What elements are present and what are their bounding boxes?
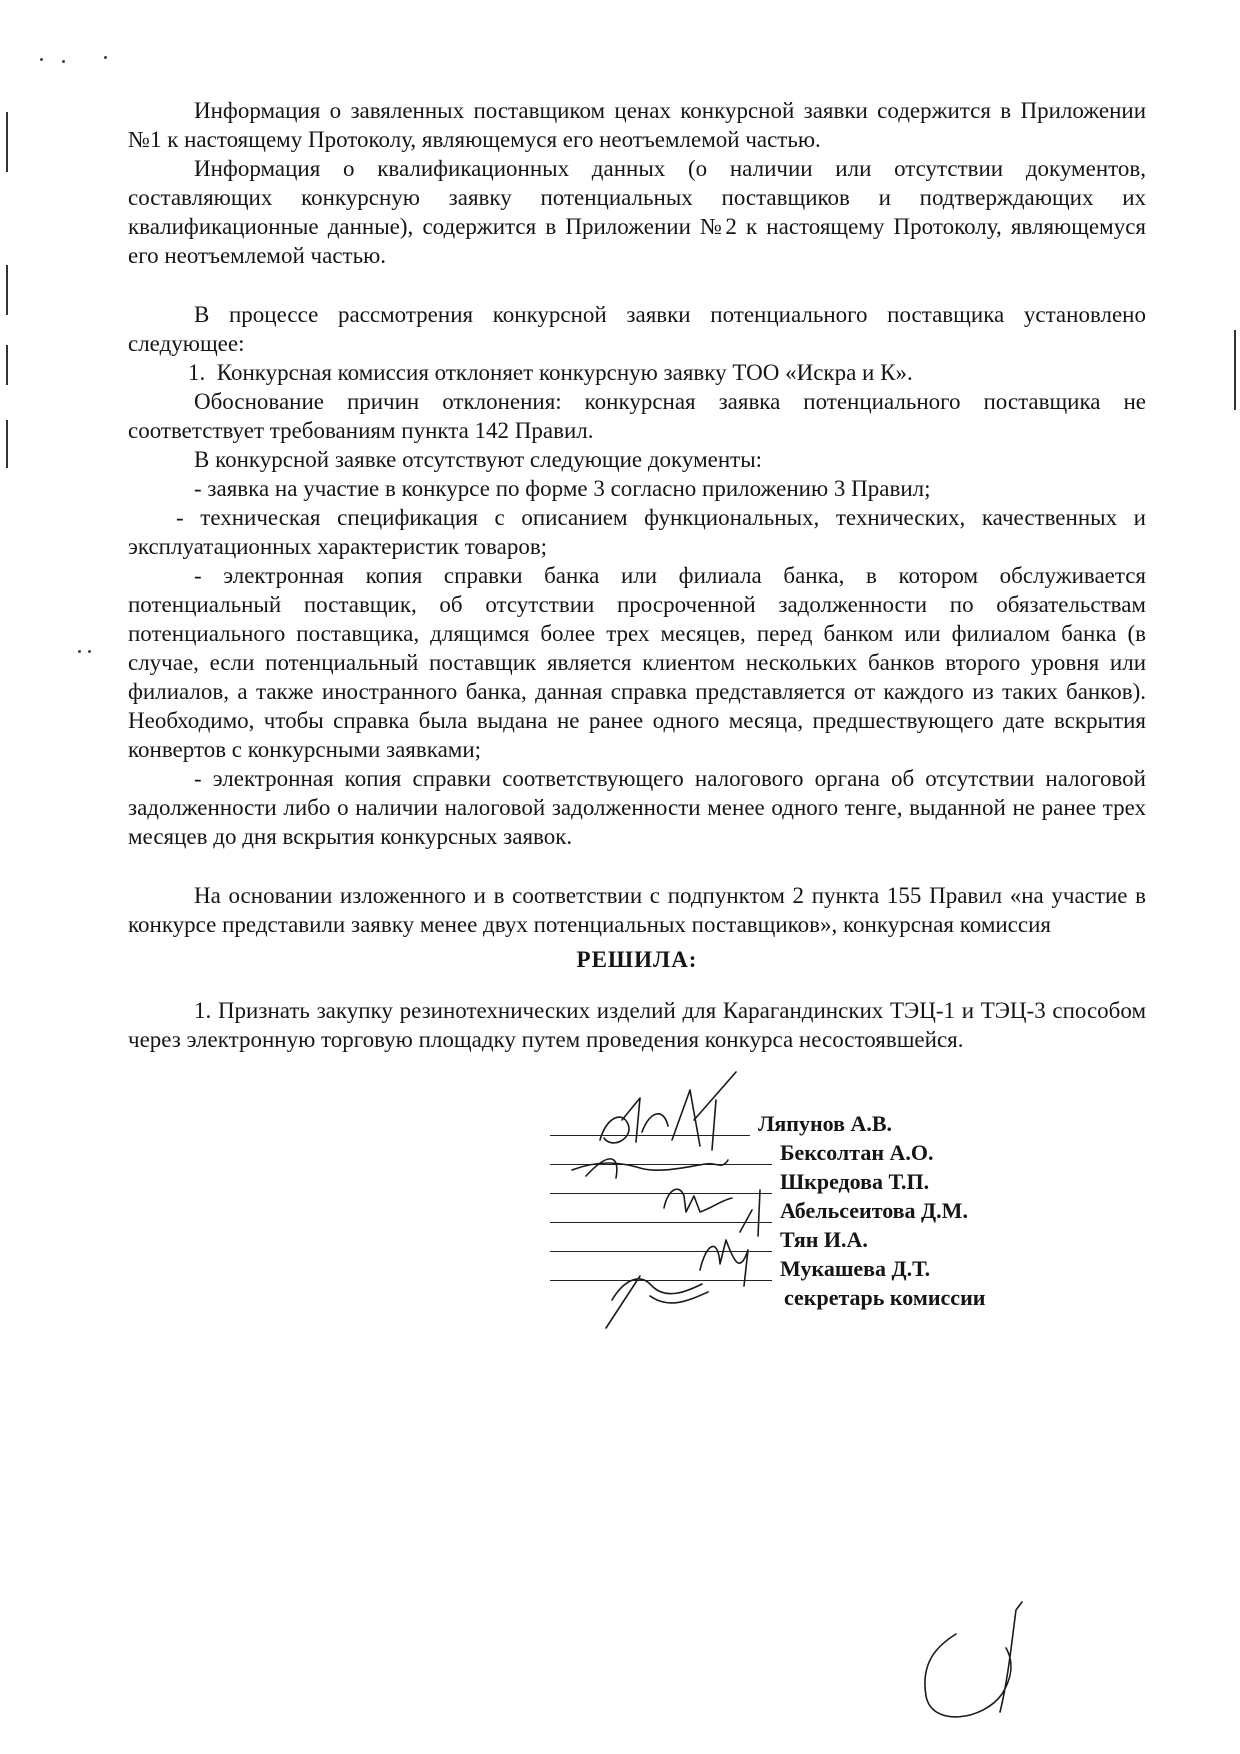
scan-speck: [88, 650, 91, 653]
signatory-name: Мукашева Д.Т.: [780, 1256, 931, 1281]
signatory-name: Абельсеитова Д.М.: [780, 1198, 968, 1223]
margin-mark: [6, 345, 8, 385]
decision-item: 1. Признать закупку резинотехнических изделий для Карагандинских ТЭЦ-1 и ТЭЦ-3 способом через электронную торговую площадку путем проведения конкурса несостоявшейся.: [128, 998, 1146, 1052]
scan-speck: [104, 56, 107, 59]
signatory-name: Бексолтан А.О.: [780, 1140, 934, 1165]
signature-line: [550, 1280, 772, 1281]
rejection-reason-paragraph: Обоснование причин отклонения: конкурсная заявка потенциального поставщика не соответствует требованиям пункта 142 Правил.: [128, 389, 1146, 443]
review-intro-paragraph: В процессе рассмотрения конкурсной заявки потенциального поставщика установлено следующее:: [128, 302, 1146, 356]
signatory-name: Тян И.А.: [780, 1227, 868, 1252]
scan-speck: [62, 60, 65, 63]
signature-row: [540, 1197, 1060, 1226]
signature-line: [550, 1222, 772, 1223]
missing-doc-item: - электронная копия справки соответствующего налогового органа об отсутствии налоговой задолженности либо о наличии налоговой задолженности менее одного тенге, выданной не ранее трех месяцев до дня вскрытия конкурсных заявок.: [128, 766, 1146, 849]
signatory-name: Ляпунов А.В.: [758, 1111, 893, 1136]
initials-mark: [925, 1602, 1022, 1717]
prices-info-paragraph: Информация о завяленных поставщиком ценах конкурсной заявки содержится в Приложении №1 к настоящему Протоколу, являющемуся его неотъемлемой частью.: [128, 98, 1146, 152]
signature-line: [550, 1164, 772, 1165]
signatory-role: секретарь комиссии: [784, 1285, 986, 1310]
signature-line: [550, 1135, 750, 1136]
signature-row: [540, 1110, 1060, 1139]
signature-row: [540, 1255, 1060, 1284]
qualification-info-paragraph: Информация о квалификационных данных (о наличии или отсутствии документов, составляющих конкурсную заявку потенциальных поставщиков и подтверждающих их квалификационные данные), содержится в Приложении №2 к настоящему Протоколу, являющемуся его неотъемлемой частью.: [128, 156, 1146, 268]
document-body: [128, 96, 1146, 1054]
missing-doc-item: - заявка на участие в конкурсе по форме 3 согласно приложению 3 Правил;: [194, 476, 931, 501]
scan-speck: [78, 650, 81, 653]
missing-docs-intro: В конкурсной заявке отсутствуют следующие документы:: [194, 447, 763, 472]
scan-speck: [40, 58, 43, 61]
signature-line: [550, 1251, 772, 1252]
signature-row: [540, 1284, 1060, 1313]
signature-line: [550, 1193, 772, 1194]
signature-row: [540, 1139, 1060, 1168]
basis-paragraph: На основании изложенного и в соответствии с подпунктом 2 пункта 155 Правил «на участие в конкурсе представили заявку менее двух потенциальных поставщиков», конкурсная комиссия: [128, 883, 1146, 937]
margin-mark: [1234, 330, 1236, 410]
missing-doc-item: - электронная копия справки банка или филиала банка, в котором обслуживается потенциальный поставщик, об отсутствии просроченной задолженности по обязательствам потенциального поставщика, длящимся более трех месяцев, перед банком или филиалом банка (в случае, если потенциальный поставщик является клиентом нескольких банков второго уровня или филиалов, а также иностранного банка, данная справка представляется от каждого из таких банков). Необходимо, чтобы справка была выдана не ранее одного месяца, предшествующего дате вскрытия конвертов с конкурсными заявками;: [128, 563, 1146, 762]
signature-block: [540, 1110, 1060, 1313]
signature-row: [540, 1168, 1060, 1197]
decision-heading: РЕШИЛА:: [576, 947, 698, 972]
signatory-name: Шкредова Т.П.: [780, 1169, 930, 1194]
signature-row: [540, 1226, 1060, 1255]
rejection-item: 1. Конкурсная комиссия отклоняет конкурсную заявку ТОО «Искра и К».: [188, 360, 913, 385]
margin-mark: [6, 420, 8, 468]
margin-mark: [6, 265, 8, 315]
missing-doc-item: - техническая спецификация с описанием функциональных, технических, качественных и эксплуатационных характеристик товаров;: [128, 505, 1146, 559]
margin-mark: [6, 112, 8, 172]
